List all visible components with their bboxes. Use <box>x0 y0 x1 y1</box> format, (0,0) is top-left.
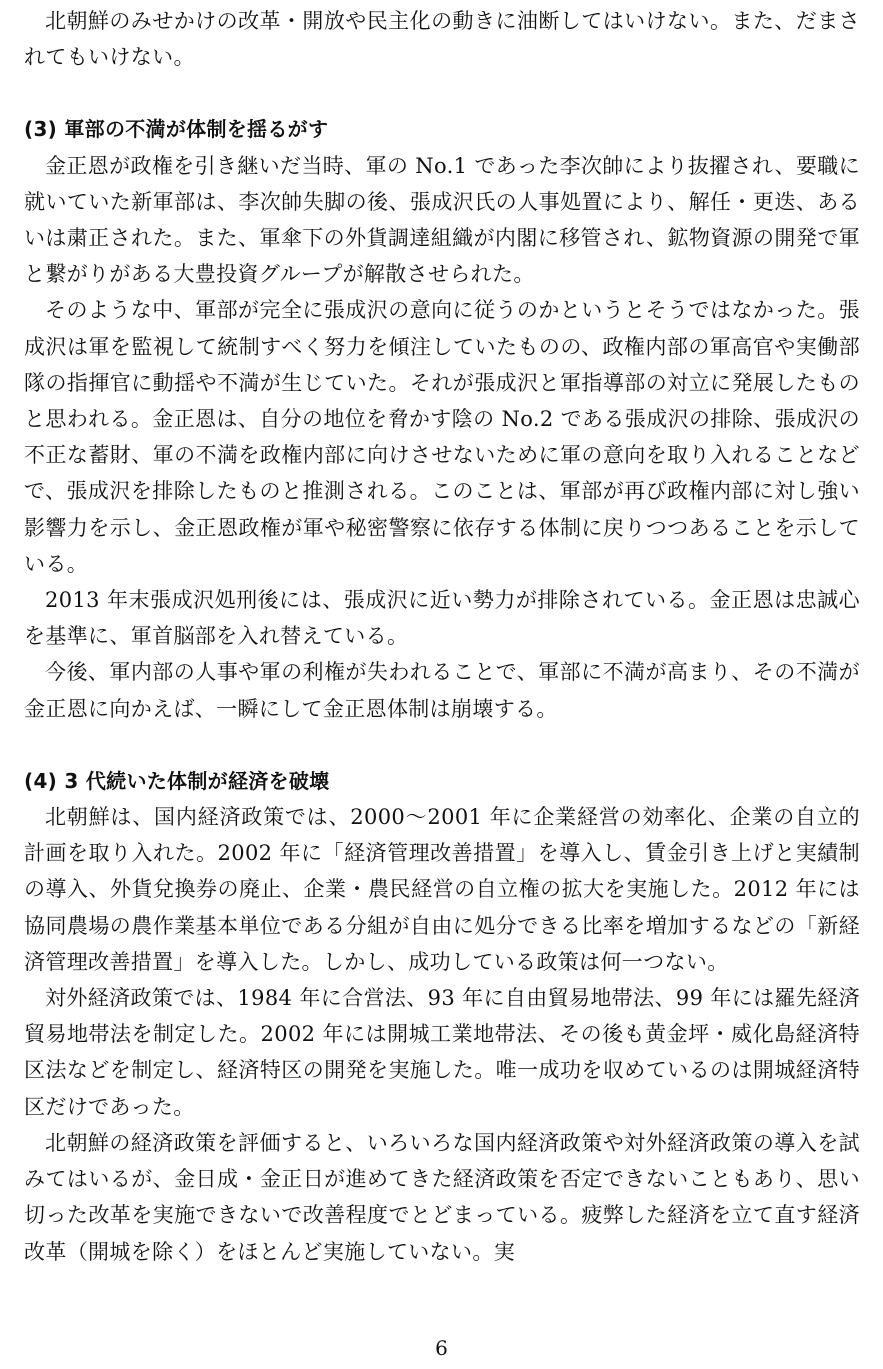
section-4-paragraph-3: 北朝鮮の経済政策を評価すると、いろいろな国内経済政策や対外経済政策の導入を試みてはいるが、金日成・金正日が進めてきた経済政策を否定できないこともあり、思い切った改革を実施できないで改善程度でとどまっている。疲弊した経済を立て直す経済改革（開城を除く）をほとんど実施していない。実 <box>24 1130 860 1264</box>
section-3-paragraph-4: 今後、軍内部の人事や軍の利権が失われることで、軍部に不満が高まり、その不満が金正恩に向かえば、一瞬にして金正恩体制は崩壊する。 <box>24 660 860 721</box>
section-gap <box>24 727 860 763</box>
section-4-paragraph-2: 対外経済政策では、1984 年に合営法、93 年に自由貿易地帯法、99 年には羅先経済貿易地帯法を制定した。2002 年には開城工業地帯法、その後も黄金坪・威化島経済特区法などを制定し、経済特区の開発を実施した。唯一成功を収めているのは開城経済特区だけであった。 <box>24 986 860 1119</box>
page-number: 6 <box>435 1336 448 1360</box>
section-3-paragraph-3: 2013 年末張成沢処刑後には、張成沢に近い勢力が排除されている。金正恩は忠誠心を基準に、軍首脳部を入れ替えている。 <box>24 588 860 649</box>
section-3-paragraph-1: 金正恩が政権を引き継いだ当時、軍の No.1 であった李次帥により抜擢され、要職に就いていた新軍部は、李次帥失脚の後、張成沢氏の人事処置により、解任・更迭、あるいは粛正された。また、軍傘下の外貨調達組織が内閣に移管され、鉱物資源の開発で軍と繋がりがある大豊投資グループが解散させられた。 <box>24 153 860 287</box>
section-gap <box>24 75 860 111</box>
document-page <box>24 3 860 1270</box>
section-3-heading: (3) 軍部の不満が体制を揺るがす <box>24 117 329 142</box>
section-3-paragraph-2: そのような中、軍部が完全に張成沢の意向に従うのかというとそうではなかった。張成沢は軍を監視して統制すべく努力を傾注していたものの、政権内部の軍高官や実働部隊の指揮官に動揺や不満が生じていた。それが張成沢と軍指導部の対立に発展したものと思われる。金正恩は、自分の地位を脅かす陰の No.2 である張成沢の排除、張成沢の不正な蓄財、軍の不満を政権内部に向けさせないために軍の意向を取り入れることなどで、張成沢を排除したものと推測される。このことは、軍部が再び政権内部に対し強い影響力を示し、金正恩政権が軍や秘密警察に依存する体制に戻りつつあることを示している。 <box>24 298 860 576</box>
section-4-paragraph-1: 北朝鮮は、国内経済政策では、2000～2001 年に企業経営の効率化、企業の自立的計画を取り入れた。2002 年に「経済管理改善措置」を導入し、賃金引き上げと実績制の導入、外貨兌換券の廃止、企業・農民経営の自立権の拡大を実施した。2012 年には協同農場の農作業基本単位である分組が自由に処分できる比率を増加するなどの「新経済管理改善措置」を導入した。しかし、成功している政策は何一つない。 <box>24 805 860 974</box>
section-4-heading: (4) 3 代続いた体制が経済を破壊 <box>24 768 330 793</box>
intro-paragraph: 北朝鮮のみせかけの改革・開放や民主化の動きに油断してはいけない。また、だまされてもいけない。 <box>24 9 860 70</box>
